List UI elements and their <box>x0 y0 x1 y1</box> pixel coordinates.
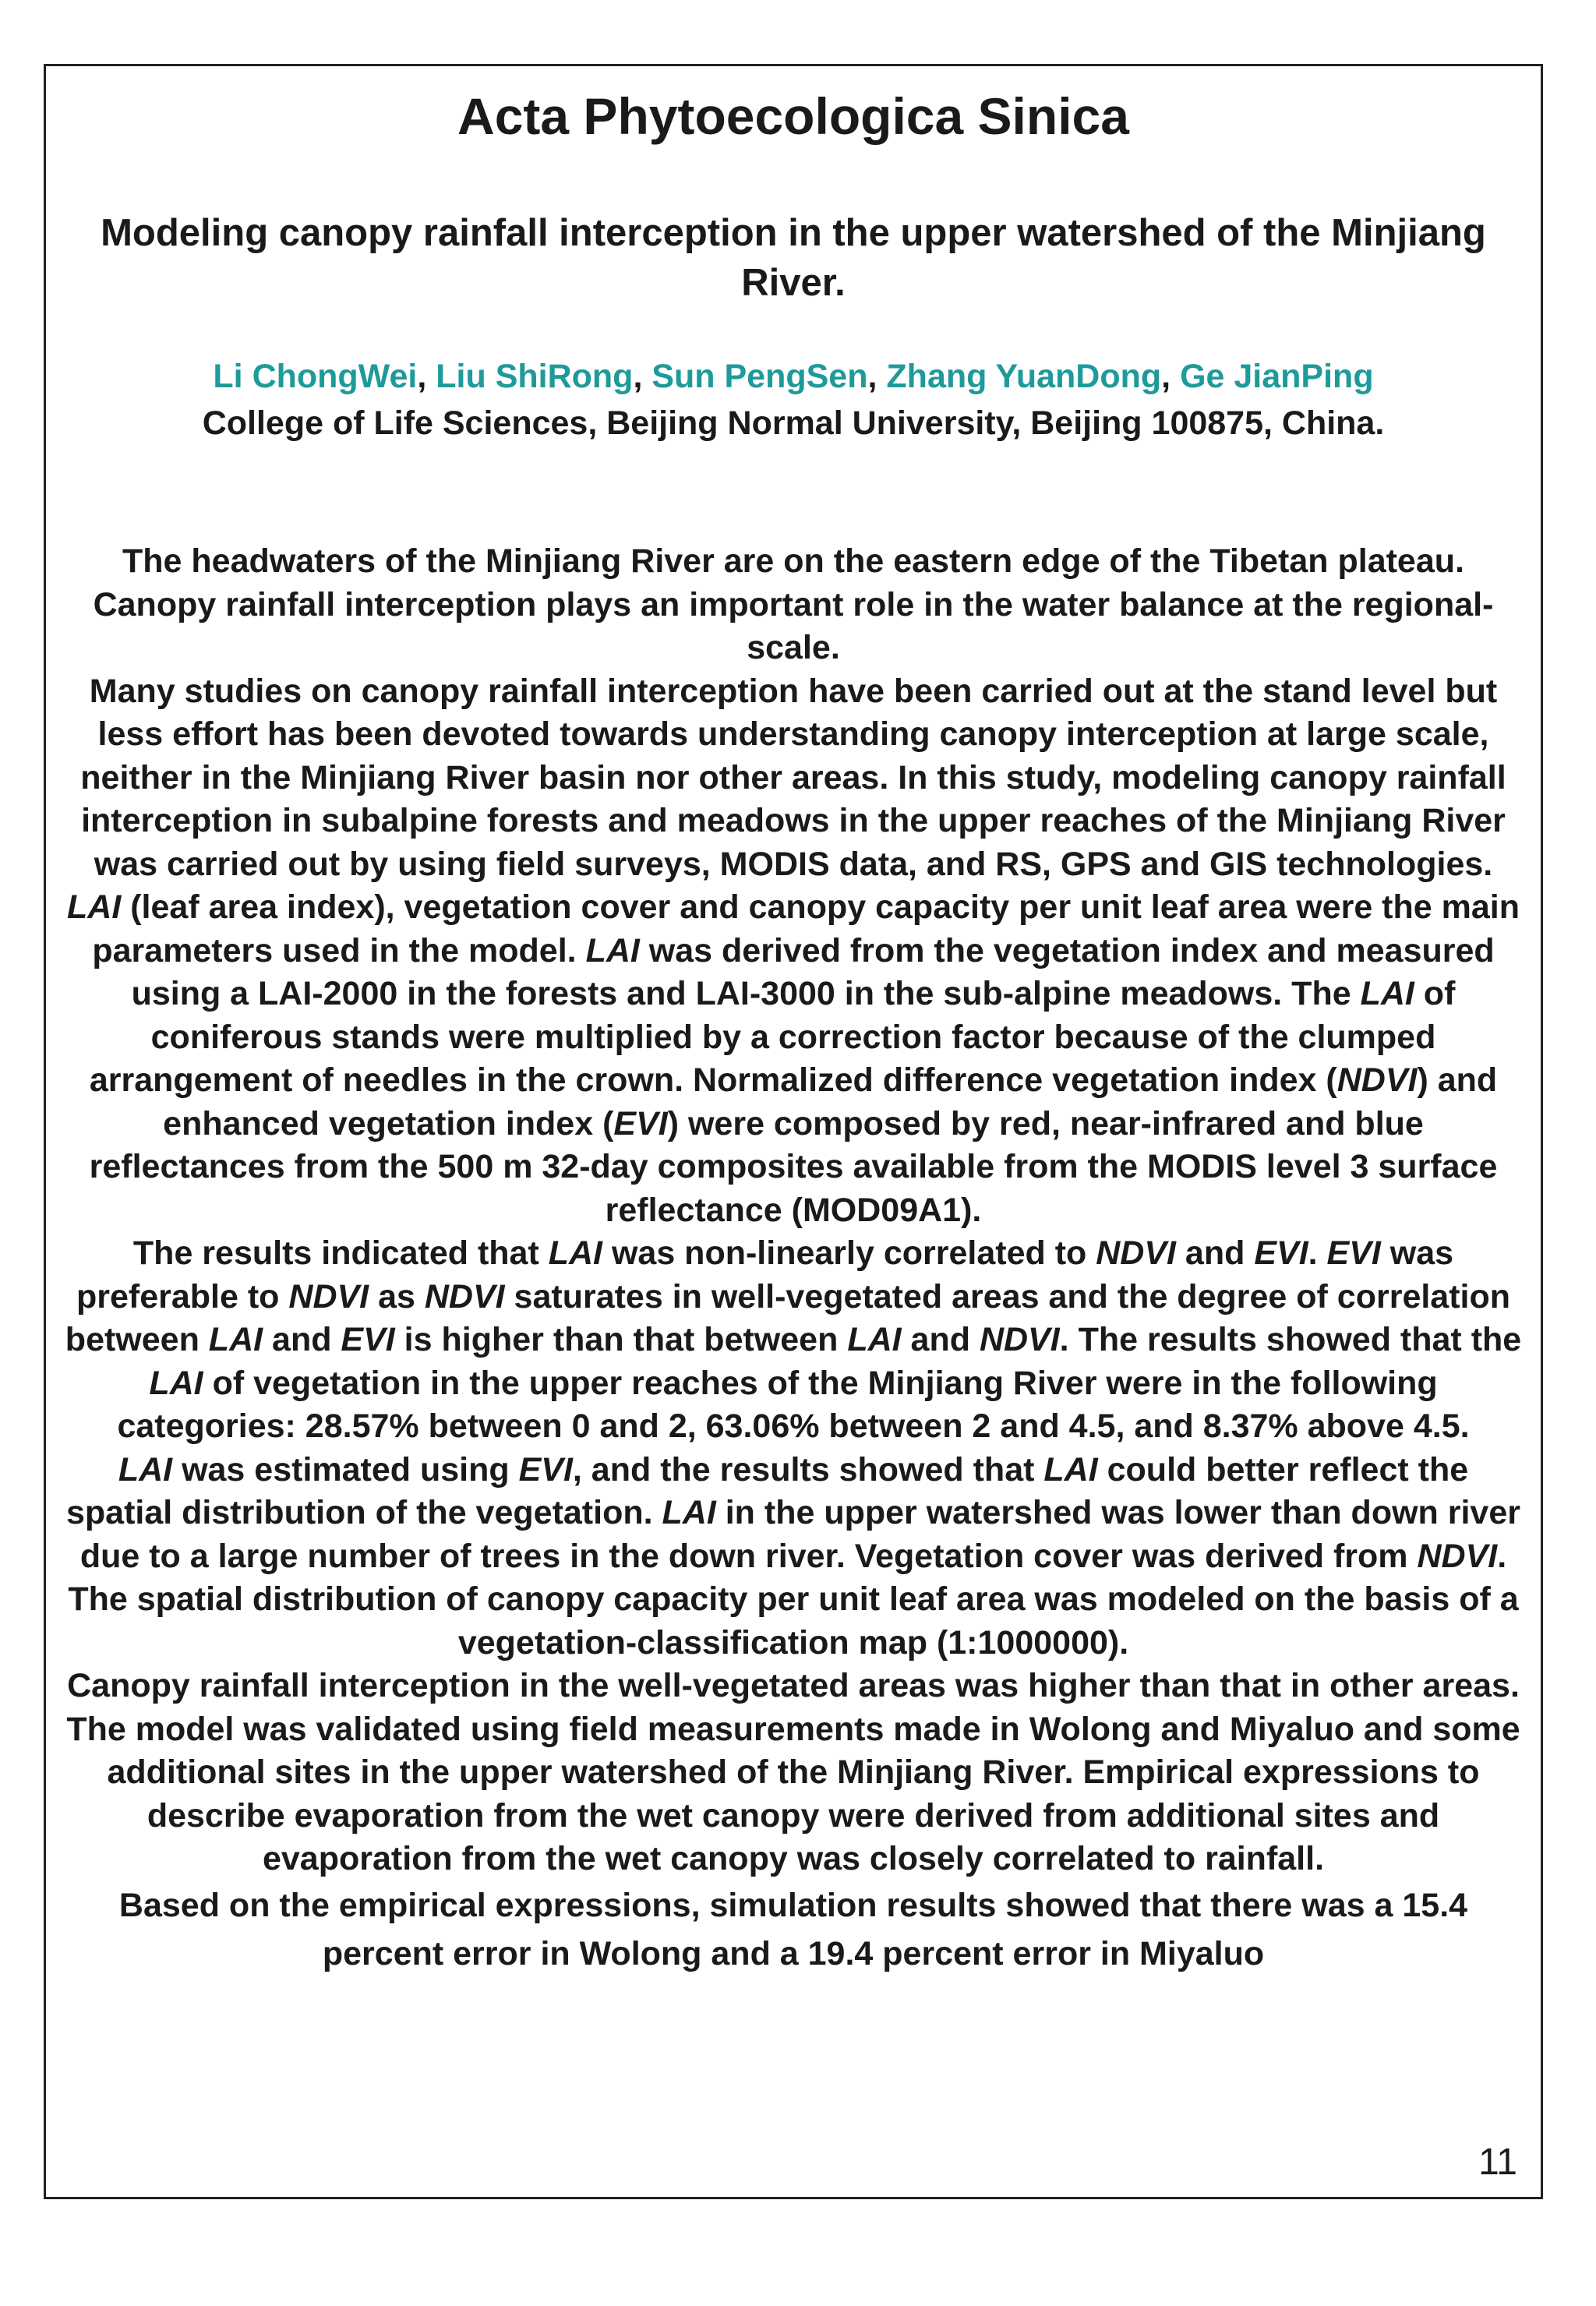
term-lai: LAI <box>67 888 122 926</box>
page-frame <box>44 64 1543 2199</box>
term-ndvi: NDVI <box>979 1321 1060 1358</box>
text-run: , and the results showed that <box>572 1450 1044 1488</box>
author-name[interactable]: Zhang YuanDong <box>886 358 1162 395</box>
text-run: was derived from the vegetation index and measured using a LAI-2000 in the forests and LAI-3000 in the sub-alpine meadows. The <box>131 931 1495 1012</box>
article-title: Modeling canopy rainfall interception in the upper watershed of the Minjiang River. <box>101 212 1486 304</box>
text-run: could better reflect the spatial distribution of the vegetation. <box>66 1450 1469 1531</box>
author-separator: , <box>867 358 887 395</box>
term-lai: LAI <box>585 931 640 969</box>
text-run: was preferable to <box>76 1234 1454 1315</box>
text-run: was estimated using <box>172 1450 519 1488</box>
term-evi: EVI <box>613 1104 668 1142</box>
author-name[interactable]: Li ChongWei <box>213 358 418 395</box>
text-run: saturates in well-vegetated areas and the degree of correlation between <box>65 1277 1511 1358</box>
term-ndvi: NDVI <box>424 1277 505 1315</box>
text-run: ) were composed by red, near-infrared and blue reflectances from the 500 m 32-day composites available from the MODIS level 3 surface reflectance (MOD09A1). <box>89 1104 1498 1229</box>
text-run: and <box>901 1321 980 1358</box>
term-evi: EVI <box>1254 1234 1308 1272</box>
text-run: . <box>1308 1234 1327 1272</box>
term-lai: LAI <box>1043 1450 1098 1488</box>
text-run: was non-linearly correlated to <box>602 1234 1096 1272</box>
affiliation: College of Life Sciences, Beijing Normal University, Beijing 100875, China. <box>202 404 1385 442</box>
abstract-paragraph-7: The model was validated using field measurements made in Wolong and Miyaluo and some additional sites in the upper watershed of the Minjiang River. Empirical expressions to describe evaporation from the wet canopy were derived from additional sites and evaporation from the wet canopy was closely correlated to rainfall. <box>66 1710 1520 1877</box>
abstract-paragraph-8: Based on the empirical expressions, simulation results showed that there was a 15.4 percent error in Wolong and a 19.4 percent error in Miyaluo <box>118 1886 1468 1972</box>
abstract-paragraph-4 <box>63 1232 1524 1449</box>
text-run: . The spatial distribution of canopy capacity per unit leaf area was modeled on the basis of a vegetation-classification map (1:1000000). <box>68 1537 1519 1662</box>
term-lai: LAI <box>208 1321 263 1358</box>
abstract-paragraph-1: The headwaters of the Minjiang River are on the eastern edge of the Tibetan plateau. Canopy rainfall interception plays an important role in the water balance at the regional-scale. <box>93 542 1494 666</box>
text-run: as <box>369 1277 425 1315</box>
text-run: of coniferous stands were multiplied by a correction factor because of the clumped arrangement of needles in the crown. Normalized difference vegetation index ( <box>89 975 1456 1099</box>
text-run: ) and enhanced vegetation index ( <box>163 1061 1498 1142</box>
term-lai: LAI <box>118 1450 173 1488</box>
term-evi: EVI <box>1326 1234 1381 1272</box>
term-lai: LAI <box>847 1321 902 1358</box>
term-lai: LAI <box>662 1494 716 1531</box>
abstract <box>63 540 1524 1978</box>
author-separator: , <box>1161 358 1181 395</box>
author-name[interactable]: Liu ShiRong <box>436 358 634 395</box>
abstract-paragraph-2: Many studies on canopy rainfall interception have been carried out at the stand level but less effort has been devoted towards understanding canopy interception at large scale, neither in the Minjiang River basin nor other areas. In this study, modeling canopy rainfall interception in subalpine forests and meadows in the upper reaches of the Minjiang River was carried out by using field surveys, MODIS data, and RS, GPS and GIS technologies. <box>80 672 1506 883</box>
term-evi: EVI <box>341 1321 395 1358</box>
text-run: in the upper watershed was lower than down river due to a large number of trees in the down river. Vegetation cover was derived from <box>79 1494 1520 1575</box>
author-separator: , <box>633 358 652 395</box>
term-lai: LAI <box>1360 975 1414 1012</box>
journal-title: Acta Phytoecologica Sinica <box>457 87 1129 145</box>
text-run: and <box>1175 1234 1255 1272</box>
term-lai: LAI <box>149 1364 203 1402</box>
author-name[interactable]: Ge JianPing <box>1180 358 1374 395</box>
term-ndvi: NDVI <box>1417 1537 1498 1575</box>
author-separator: , <box>417 358 436 395</box>
term-ndvi: NDVI <box>1096 1234 1176 1272</box>
text-run: (leaf area index), vegetation cover and canopy capacity per unit leaf area were the main parameters used in the model. <box>92 888 1520 969</box>
page-number: 11 <box>1478 2142 1517 2183</box>
abstract-paragraph-5 <box>63 1449 1524 1665</box>
text-run: of vegetation in the upper reaches of the Minjiang River were in the following categories: 28.57% between 0 and 2, 63.06% between 2 and 4.5, and 8.37% above 4.5. <box>117 1364 1470 1445</box>
term-lai: LAI <box>548 1234 603 1272</box>
author-list <box>46 355 1541 398</box>
text-run: is higher than that between <box>394 1321 848 1358</box>
author-name[interactable]: Sun PengSen <box>651 358 868 395</box>
text-run: . The results showed that the <box>1059 1321 1522 1358</box>
term-ndvi: NDVI <box>1336 1061 1418 1099</box>
text-run: and <box>263 1321 341 1358</box>
term-ndvi: NDVI <box>288 1277 369 1315</box>
abstract-paragraph-6: Canopy rainfall interception in the well-vegetated areas was higher than that in other areas. <box>67 1667 1520 1704</box>
term-evi: EVI <box>518 1450 573 1488</box>
text-run: The results indicated that <box>132 1234 549 1272</box>
abstract-paragraph-3 <box>63 886 1524 1232</box>
